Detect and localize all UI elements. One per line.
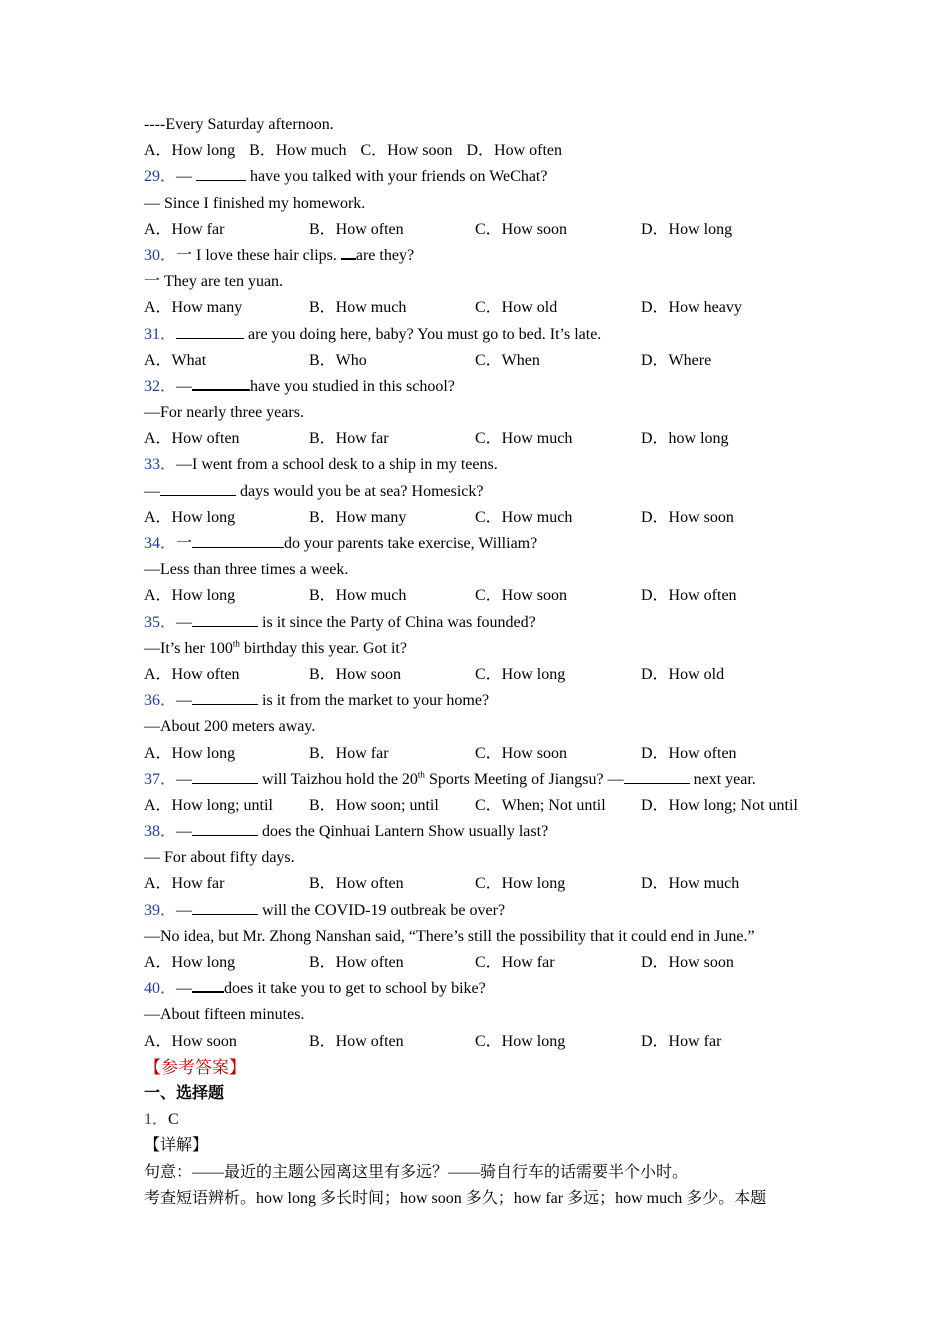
option-b[interactable]: B．How far [309,744,389,762]
q29-options [144,217,824,243]
q32-question: 32．— have you studied in this school? [144,374,824,400]
blank [192,821,258,836]
q36-reply: —About 200 meters away. [144,718,316,736]
blank [624,769,690,784]
q35-reply: —It’s her 100th birthday this year. Got it? [144,638,407,657]
q33-reply: — days would you be at sea? Homesick? [144,482,484,500]
option-b[interactable]: B．How often [309,1032,404,1050]
q36-options [144,741,824,767]
q37-options [144,793,824,819]
option-d[interactable]: D．How often [641,587,737,605]
q28-options [144,138,824,164]
blank [192,977,224,993]
blank [192,612,258,627]
blank [192,900,258,915]
option-c[interactable]: C．How soon [475,744,568,762]
q33-options [144,505,824,531]
q30-options [144,295,824,321]
option-a[interactable]: A．How many [144,299,243,317]
q30-reply: 一 They are ten yuan. [144,273,284,291]
q35-options [144,662,824,688]
option-d[interactable]: D．How old [641,665,725,683]
option-c[interactable]: C．How long [475,665,566,683]
option-c[interactable]: C．How long [475,1032,566,1050]
option-b[interactable]: B．How often [309,954,404,971]
option-c[interactable]: C．When [475,351,540,369]
blank [341,244,356,260]
sentence-meaning: 句意：——最近的主题公园离这里有多远？——骑自行车的话需要半个小时。 [144,1163,689,1181]
document-page [144,112,824,1212]
q30-question: 30．一 I love these hair clips. are they? [144,243,824,269]
blank [192,769,258,784]
option-b[interactable]: B．How soon; until [309,796,439,814]
option-d[interactable]: D．How long [641,220,733,238]
option-d[interactable]: D．How much [641,875,740,893]
q37-question: 37．— will Taizhou hold the 20th Sports Meeting of Jiangsu? — next year. [144,769,756,788]
q38-question: 38．— does the Qinhuai Lantern Show usually last? [144,823,549,841]
q40-question: 40．— does it take you to get to school by bike? [144,976,824,1002]
q31-options [144,348,824,374]
option-a[interactable]: A．How long; until [144,796,273,814]
section-title: 一、选择题 [144,1084,225,1102]
q39-reply: —No idea, but Mr. Zhong Nanshan said, “There’s still the possibility that it could end in June.” [144,927,755,945]
q29-question: 29．— have you talked with your friends on WeChat? [144,168,548,186]
option-b[interactable]: B．How soon [309,665,402,683]
option-a[interactable]: A．What [144,351,207,369]
option-c[interactable]: C．How much [475,430,573,448]
option-c[interactable]: C．How much [475,508,573,526]
blank [192,690,258,705]
q34-question: 34．一 do your parents take exercise, William? [144,535,538,552]
option-b[interactable]: B．How much [309,299,407,317]
option-a[interactable]: A．How far [144,875,225,893]
option-d[interactable]: D．how long [641,430,729,448]
q28-reply: ----Every Saturday afternoon. [144,116,334,133]
answer-heading: 【参考答案】 [144,1057,246,1077]
q40-reply: —About fifteen minutes. [144,1006,305,1024]
option-d[interactable]: D．How often [466,142,563,160]
option-b[interactable]: B．How often [309,875,404,893]
option-a[interactable]: A．How soon [144,1032,237,1050]
q36-question: 36．— is it from the market to your home? [144,692,490,710]
option-b[interactable]: B．How much [249,142,347,160]
option-a[interactable]: A．How long [144,587,236,605]
option-a[interactable]: A．How long [144,744,236,762]
q35-question: 35．— is it since the Party of China was founded? [144,613,536,631]
option-b[interactable]: B．How often [309,220,404,238]
q39-options [144,950,824,976]
option-a[interactable]: A．How long [144,508,236,526]
option-a[interactable]: A．How often [144,665,240,683]
option-d[interactable]: D．How often [641,744,737,762]
option-b[interactable]: B．How much [309,587,407,605]
q38-options [144,871,824,897]
q39-question: 39．— will the COVID-19 outbreak be over? [144,901,506,919]
blank [176,324,244,339]
option-c[interactable]: C．When; Not until [475,796,606,814]
option-c[interactable]: C．How far [475,954,555,971]
option-c[interactable]: C．How soon [475,220,568,238]
q32-reply: —For nearly three years. [144,404,304,422]
option-a[interactable]: A．How long [144,142,236,160]
option-b[interactable]: B．How many [309,508,407,526]
q34-options [144,583,824,609]
option-d[interactable]: D．How soon [641,954,734,971]
answer-1: 1．C [144,1111,179,1129]
option-c[interactable]: C．How old [475,299,558,317]
option-c[interactable]: C．How soon [475,587,568,605]
option-d[interactable]: D．Where [641,351,712,369]
option-a[interactable]: A．How often [144,430,240,448]
blank [192,533,284,548]
analysis-text: 考查短语辨析。how long 多长时间；how soon 多久；how far 多远；how much 多少。本题 [144,1189,767,1207]
q29-reply: — Since I finished my homework. [144,194,366,212]
option-d[interactable]: D．How long; Not until [641,796,798,814]
blank [160,481,236,496]
blank [196,166,246,181]
option-b[interactable]: B．Who [309,351,367,369]
q34-reply: —Less than three times a week. [144,561,349,579]
q31-question: 31． are you doing here, baby? You must go to bed. It’s late. [144,325,602,343]
option-c[interactable]: C．How soon [360,142,453,160]
option-a[interactable]: A．How far [144,220,225,238]
detail-label: 【详解】 [144,1137,209,1155]
q40-options [144,1029,824,1055]
option-a[interactable]: A．How long [144,954,236,971]
blank [192,375,250,391]
option-b[interactable]: B．How far [309,430,389,448]
q38-reply: — For about fifty days. [144,849,295,867]
q32-options [144,426,824,452]
q33-question: 33．—I went from a school desk to a ship in my teens. [144,456,498,474]
option-d[interactable]: D．How soon [641,508,734,526]
option-d[interactable]: D．How heavy [641,299,742,317]
option-c[interactable]: C．How long [475,875,566,893]
option-d[interactable]: D．How far [641,1032,722,1050]
